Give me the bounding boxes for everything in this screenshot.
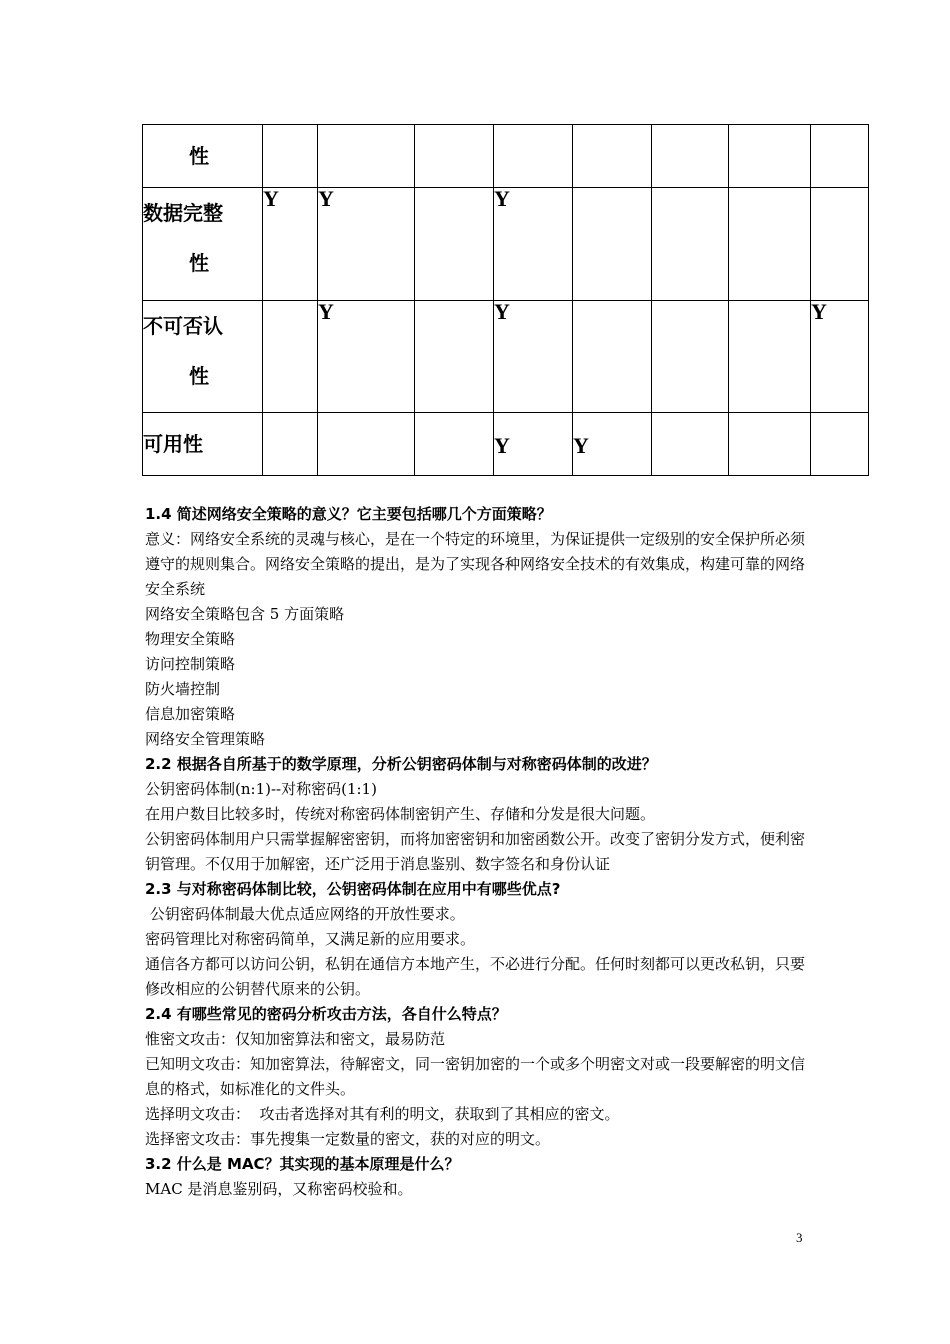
table-cell <box>494 125 573 188</box>
paragraph: 公钥密码体制用户只需掌握解密密钥，而将加密密钥和加密函数公开。改变了密钥分发方式，便利密钥管理。不仅用于加解密，还广泛用于消息鉴别、数字签名和身份认证 <box>145 830 806 873</box>
table-cell <box>652 188 729 301</box>
table-cell <box>729 301 811 413</box>
paragraph: 物理安全策略 <box>145 630 236 648</box>
row-header-label: 不可否认 <box>143 314 223 338</box>
section-heading: 2.3 与对称密码体制比较，公钥密码体制在应用中有哪些优点? <box>145 880 561 898</box>
table-cell <box>652 301 729 413</box>
table-cell <box>573 301 652 413</box>
section-heading: 2.4 有哪些常见的密码分析攻击方法，各自什么特点？ <box>145 1005 507 1023</box>
table-cell <box>811 125 869 188</box>
table-cell <box>318 413 415 476</box>
table-cell <box>652 413 729 476</box>
row-header-label: 性 <box>189 251 209 275</box>
table-cell <box>652 125 729 188</box>
table-cell <box>573 188 652 301</box>
table-cell <box>415 125 494 188</box>
paragraph: 防火墙控制 <box>145 680 221 698</box>
table-cell: Y <box>318 301 415 413</box>
security-matrix-table <box>142 124 869 476</box>
paragraph: 网络安全管理策略 <box>145 730 266 748</box>
table-cell: Y <box>494 188 573 301</box>
table-cell <box>263 413 318 476</box>
row-header-label: 性 <box>189 144 209 168</box>
section-heading: 3.2 什么是 MAC？其实现的基本原理是什么？ <box>145 1155 460 1173</box>
paragraph: 网络安全策略包含 5 方面策略 <box>145 605 345 623</box>
table-cell <box>263 301 318 413</box>
document-body <box>145 502 810 1202</box>
paragraph: 在用户数目比较多时，传统对称密码体制密钥产生、存储和分发是很大问题。 <box>145 805 656 823</box>
table-cell <box>729 125 811 188</box>
table-cell <box>729 413 811 476</box>
paragraph: 惟密文攻击：仅知加密算法和密文，最易防范 <box>145 1030 446 1048</box>
row-header-cell <box>143 125 263 188</box>
paragraph: 通信各方都可以访问公钥，私钥在通信方本地产生，不必进行分配。任何时刻都可以更改私钥，只要修改相应的公钥替代原来的公钥。 <box>145 955 806 998</box>
table-cell: Y <box>494 301 573 413</box>
table-cell <box>415 301 494 413</box>
paragraph: 密码管理比对称密码简单，又满足新的应用要求。 <box>145 930 476 948</box>
table-row <box>143 413 869 476</box>
table-cell <box>811 188 869 301</box>
table-row <box>143 188 869 301</box>
row-header-label: 数据完整 <box>143 201 223 225</box>
section-heading: 1.4 简述网络安全策略的意义？它主要包括哪几个方面策略？ <box>145 505 552 523</box>
table-cell <box>415 413 494 476</box>
table-cell <box>415 188 494 301</box>
row-header-cell <box>143 413 263 476</box>
row-header-cell <box>143 188 263 301</box>
paragraph: 选择明文攻击： 攻击者选择对其有利的明文，获取到了其相应的密文。 <box>145 1105 620 1123</box>
table-cell: Y <box>573 413 652 476</box>
page-number: 3 <box>796 1230 803 1245</box>
table-cell: Y <box>811 301 869 413</box>
table-cell <box>811 413 869 476</box>
paragraph: 公钥密码体制(n:1)--对称密码(1:1) <box>145 780 377 798</box>
paragraph: 访问控制策略 <box>145 655 236 673</box>
row-header-cell <box>143 301 263 413</box>
paragraph: 意义：网络安全系统的灵魂与核心，是在一个特定的环境里，为保证提供一定级别的安全保护所必须遵守的规则集合。网络安全策略的提出，是为了实现各种网络安全技术的有效集成，构建可靠的网络安全系统 <box>145 530 806 598</box>
paragraph: 信息加密策略 <box>145 705 236 723</box>
row-header-label: 可用性 <box>143 432 203 456</box>
paragraph: 选择密文攻击：事先搜集一定数量的密文，获的对应的明文。 <box>145 1130 551 1148</box>
table-cell: Y <box>318 188 415 301</box>
paragraph: 已知明文攻击：知加密算法，待解密文，同一密钥加密的一个或多个明密文对或一段要解密的明文信息的格式，如标准化的文件头。 <box>145 1055 806 1098</box>
table-row <box>143 125 869 188</box>
table-cell: Y <box>263 188 318 301</box>
table-cell <box>573 125 652 188</box>
table-cell: Y <box>494 413 573 476</box>
row-header-label: 性 <box>189 364 209 388</box>
section-heading: 2.2 根据各自所基于的数学原理，分析公钥密码体制与对称密码体制的改进？ <box>145 755 657 773</box>
table-cell <box>318 125 415 188</box>
paragraph: 公钥密码体制最大优点适应网络的开放性要求。 <box>145 905 465 923</box>
table-cell <box>729 188 811 301</box>
paragraph: MAC 是消息鉴别码，又称密码校验和。 <box>145 1180 413 1198</box>
table-row <box>143 301 869 413</box>
table-cell <box>263 125 318 188</box>
